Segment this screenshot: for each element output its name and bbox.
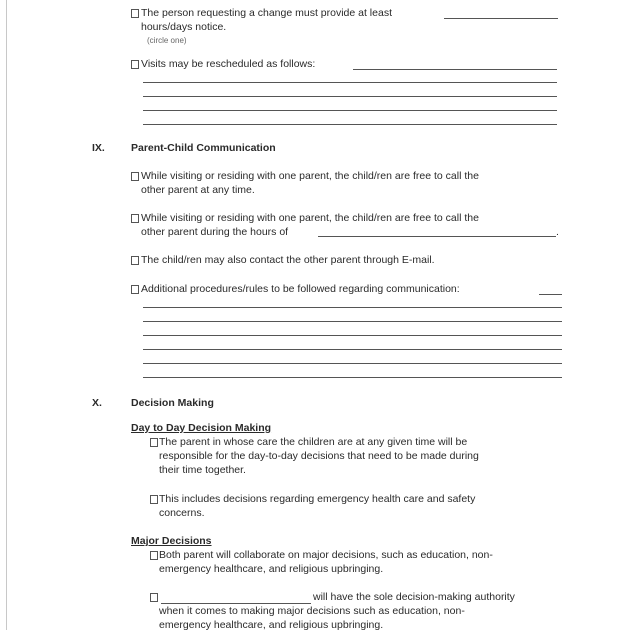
day-care-checkbox[interactable] [150,438,158,447]
reschedule-line[interactable] [143,124,557,125]
section-ix-number: IX. [92,142,105,154]
sole-authority-name-blank[interactable] [161,603,311,604]
emergency-text: This includes decisions regarding emergency health care and safety [159,493,476,505]
reschedule-text: Visits may be rescheduled as follows: [141,58,316,70]
reschedule-line[interactable] [143,96,557,97]
reschedule-line[interactable] [143,82,557,83]
collaborate-text-2: emergency healthcare, and religious upbringing. [159,563,384,575]
collaborate-text: Both parent will collaborate on major decisions, such as education, non- [159,549,493,561]
call-hours-blank[interactable] [318,236,556,237]
additional-rules-line[interactable] [143,307,562,308]
call-anytime-checkbox[interactable] [131,172,139,181]
reschedule-blank[interactable] [353,69,557,70]
emergency-checkbox[interactable] [150,495,158,504]
call-hours-text-2: other parent during the hours of [141,226,289,238]
additional-rules-line[interactable] [143,349,562,350]
additional-rules-text: Additional procedures/rules to be followed regarding communication: [141,283,460,295]
day-care-text: The parent in whose care the children are at any given time will be [159,436,468,448]
additional-rules-checkbox[interactable] [131,285,139,294]
emergency-text-2: concerns. [159,507,205,519]
email-contact-text: The child/ren may also contact the other parent through E-mail. [141,254,435,266]
call-hours-period: . [556,226,559,238]
additional-rules-line[interactable] [143,377,562,378]
major-decisions-heading: Major Decisions [131,535,212,547]
call-hours-text: While visiting or residing with one parent, the child/ren are free to call the [141,212,479,224]
section-x-number: X. [92,397,102,409]
sole-authority-checkbox[interactable] [150,593,158,602]
section-ix-title: Parent-Child Communication [131,142,276,154]
sole-authority-text-3: emergency healthcare, and religious upbringing. [159,619,384,631]
change-notice-text-2: hours/days notice. [141,21,227,33]
day-to-day-heading: Day to Day Decision Making [131,422,272,434]
additional-rules-line[interactable] [143,321,562,322]
reschedule-line[interactable] [143,110,557,111]
change-notice-text: The person requesting a change must provide at least [141,7,392,19]
call-anytime-text: While visiting or residing with one parent, the child/ren are free to call the [141,170,479,182]
section-x-title: Decision Making [131,397,214,409]
notice-amount-blank[interactable] [444,18,558,19]
additional-rules-line[interactable] [143,335,562,336]
email-contact-checkbox[interactable] [131,256,139,265]
additional-rules-line[interactable] [143,363,562,364]
reschedule-checkbox[interactable] [131,60,139,69]
change-notice-checkbox[interactable] [131,9,139,18]
additional-rules-blank[interactable] [539,294,562,295]
call-anytime-text-2: other parent at any time. [141,184,255,196]
call-hours-checkbox[interactable] [131,214,139,223]
collaborate-checkbox[interactable] [150,551,158,560]
day-care-text-2: responsible for the day-to-day decisions that need to be made during [159,450,479,462]
sole-authority-text-2: when it comes to making major decisions such as education, non- [159,605,465,617]
sole-authority-text: will have the sole decision-making authority [313,591,515,603]
circle-one-note: (circle one) [147,36,187,45]
day-care-text-3: their time together. [159,464,246,476]
